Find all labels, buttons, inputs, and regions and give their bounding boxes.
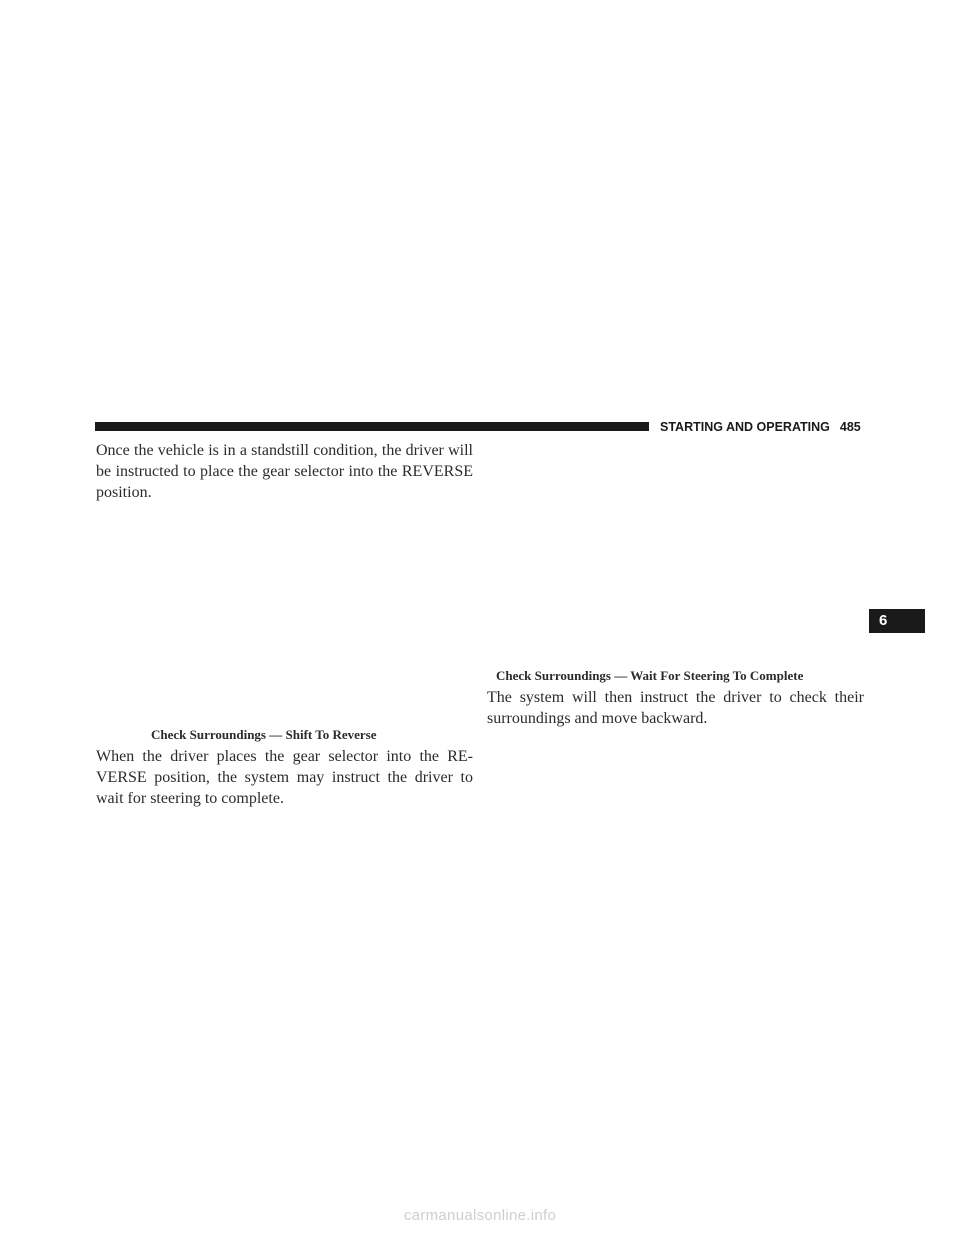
watermark: carmanualsonline.info [403, 1207, 557, 1224]
chapter-tab: 6 [869, 609, 925, 633]
right-figure-caption: Check Surroundings — Wait For Steering To Complete [496, 668, 804, 683]
right-paragraph-1: The system will then instruct the driver to check their surroundings and move backward. [487, 689, 864, 727]
page-number: 485 [839, 420, 861, 434]
header-rule [95, 422, 649, 431]
left-paragraph-2: When the driver places the gear selector into the RE- VERSE position, the system may instruct the driver to wait for steering to complete. [96, 748, 473, 807]
running-header [660, 418, 861, 436]
left-figure-caption: Check Surroundings — Shift To Reverse [151, 727, 377, 742]
section-title: STARTING AND OPERATING [660, 420, 830, 434]
left-paragraph-1: Once the vehicle is in a standstill condition, the driver will be instructed to place the gear selector into the REVERSE position. [96, 442, 473, 501]
